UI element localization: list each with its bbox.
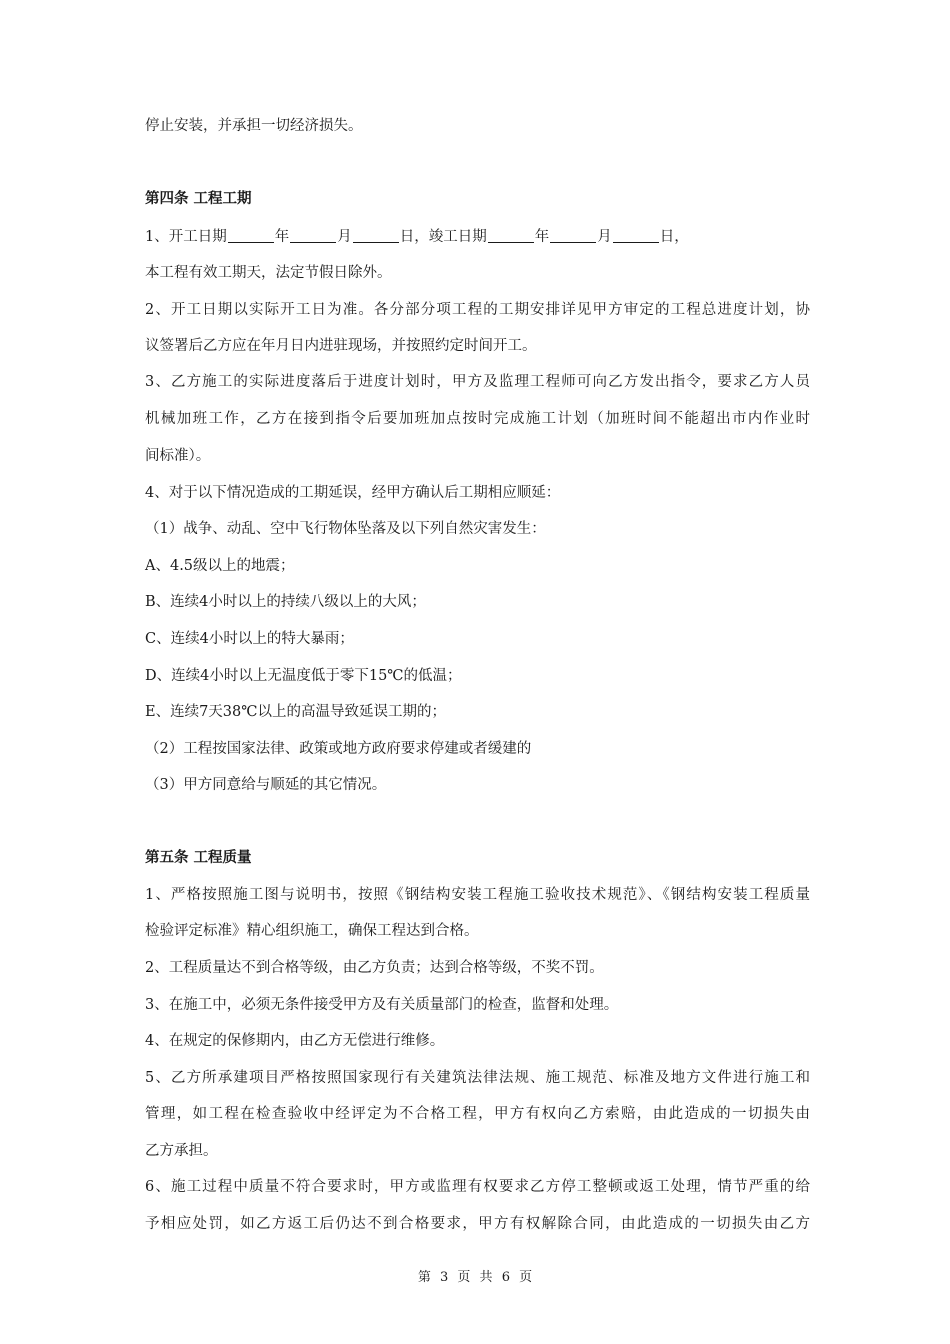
start-date-label: 1、开工日期: [145, 229, 227, 245]
day-label: 日，: [659, 229, 689, 245]
paragraph-line: 停止安装，并承担一切经济损失。: [145, 118, 363, 134]
paragraph-line: 本工程有效工期天，法定节假日除外。: [145, 265, 392, 281]
list-item: B、连续4小时以上的持续八级以上的大风；: [145, 594, 426, 610]
section-heading-5: 第五条 工程质量: [145, 849, 252, 866]
month-label: 月: [337, 229, 352, 245]
fill-blank: [353, 226, 399, 243]
paragraph-line: 6、施工过程中质量不符合要求时，甲方或监理有权要求乙方停工整顿或返工处理，情节严重的给: [145, 1179, 810, 1195]
paragraph-line: 予相应处罚，如乙方返工后仍达不到合格要求，甲方有权解除合同，由此造成的一切损失由乙方: [145, 1216, 810, 1232]
paragraph-line: 议签署后乙方应在年月日内进驻现场，并按照约定时间开工。: [145, 338, 537, 354]
paragraph-line: 3、乙方施工的实际进度落后于进度计划时，甲方及监理工程师可向乙方发出指令，要求乙方人员: [145, 374, 810, 390]
paragraph-line: 间标准）。: [145, 448, 211, 464]
paragraph-line: 检验评定标准》精心组织施工，确保工程达到合格。: [145, 923, 479, 939]
month-label: 月: [597, 229, 612, 245]
fill-blank: [228, 226, 274, 243]
section-heading-4: 第四条 工程工期: [145, 190, 252, 207]
fill-blank: [613, 226, 659, 243]
list-item: A、4.5级以上的地震；: [145, 558, 295, 574]
paragraph-line: 2、开工日期以实际开工日为准。各分部分项工程的工期安排详见甲方审定的工程总进度计划，协: [145, 302, 810, 318]
year-label: 年: [274, 229, 290, 245]
list-item: E、连续7天38℃以上的高温导致延误工期的；: [145, 704, 446, 720]
paragraph-line: 4、对于以下情况造成的工期延误，经甲方确认后工期相应顺延：: [145, 485, 561, 501]
list-item: （3）甲方同意给与顺延的其它情况。: [145, 777, 387, 793]
paragraph-line: 3、在施工中，必须无条件接受甲方及有关质量部门的检查，监督和处理。: [145, 997, 619, 1013]
list-item: D、连续4小时以上无温度低于零下15℃的低温；: [145, 668, 462, 684]
paragraph-line: 1、严格按照施工图与说明书，按照《钢结构安装工程施工验收技术规范》、《钢结构安装工程质量: [145, 887, 810, 903]
year-label: 年: [534, 229, 550, 245]
paragraph-line: 乙方承担。: [145, 1143, 218, 1159]
list-item: （1）战争、动乱、空中飞行物体坠落及以下列自然灾害发生：: [145, 521, 546, 537]
fill-blank: [290, 226, 336, 243]
fill-blank: [550, 226, 596, 243]
paragraph-line: 4、在规定的保修期内，由乙方无偿进行维修。: [145, 1033, 445, 1049]
paragraph-line: 2、工程质量达不到合格等级，由乙方负责；达到合格等级，不奖不罚。: [145, 960, 604, 976]
page-footer: 第 3 页 共 6 页: [417, 1270, 533, 1285]
date-line: [145, 226, 810, 247]
paragraph-line: 管理，如工程在检查验收中经评定为不合格工程，甲方有权向乙方索赔，由此造成的一切损失由: [145, 1106, 810, 1122]
fill-blank: [488, 226, 534, 243]
paragraph-line: 机械加班工作，乙方在接到指令后要加班加点按时完成施工计划（加班时间不能超出市内作业时: [145, 411, 810, 427]
paragraph-line: 5、乙方所承建项目严格按照国家现行有关建筑法律法规、施工规范、标准及地方文件进行施工和: [145, 1070, 810, 1086]
list-item: （2）工程按国家法律、政策或地方政府要求停建或者缓建的: [145, 741, 532, 757]
list-item: C、连续4小时以上的特大暴雨；: [145, 631, 354, 647]
completion-date-label: 日，竣工日期: [399, 229, 487, 245]
